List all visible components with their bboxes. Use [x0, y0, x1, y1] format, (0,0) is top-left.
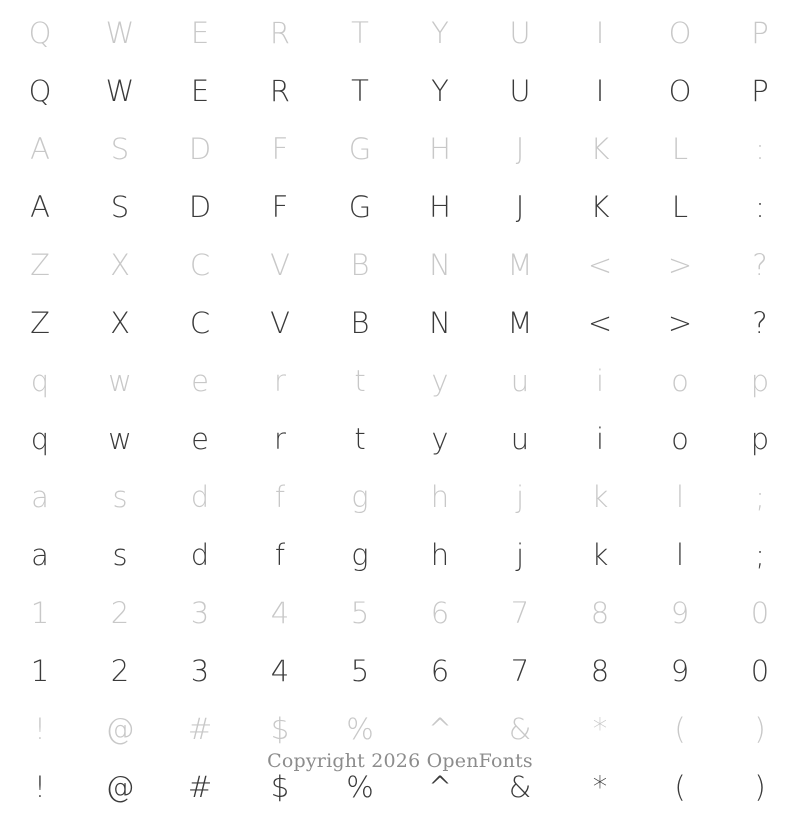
glyph-cell: u [510, 421, 530, 456]
glyph-cell: C [189, 305, 211, 340]
glyph-cell: r [274, 421, 286, 456]
glyph-row [0, 352, 800, 410]
glyph-cell: I [595, 73, 605, 108]
glyph-cell: i [595, 421, 605, 456]
glyph-cell: 5 [350, 595, 370, 630]
glyph-cell: ! [34, 769, 46, 804]
glyph-row [0, 4, 800, 62]
glyph-cell: > [667, 247, 693, 282]
glyph-cell: 1 [30, 653, 50, 688]
glyph-cell: G [348, 131, 372, 166]
glyph-cell: t [354, 421, 366, 456]
glyph-cell: & [508, 769, 532, 804]
glyph-cell: t [354, 363, 366, 398]
glyph-cell: H [429, 189, 451, 224]
glyph-cell: g [351, 537, 369, 572]
glyph-cell: s [112, 537, 128, 572]
glyph-cell: 9 [670, 595, 690, 630]
glyph-cell: ? [752, 305, 768, 340]
glyph-row [0, 642, 800, 700]
glyph-cell: Y [431, 15, 449, 50]
glyph-cell: U [509, 73, 531, 108]
glyph-cell: A [30, 131, 50, 166]
glyph-cell: G [348, 189, 372, 224]
glyph-cell: @ [105, 769, 135, 804]
glyph-cell: 5 [350, 653, 370, 688]
glyph-cell: 0 [750, 595, 770, 630]
glyph-cell: 8 [590, 653, 610, 688]
glyph-cell: 3 [190, 595, 210, 630]
glyph-cell: a [31, 479, 49, 514]
glyph-cell: 3 [190, 653, 210, 688]
glyph-cell: 7 [510, 653, 530, 688]
glyph-row [0, 468, 800, 526]
glyph-cell: o [671, 363, 689, 398]
glyph-cell: L [671, 189, 689, 224]
glyph-cell: $ [270, 711, 290, 746]
glyph-cell: I [595, 15, 605, 50]
glyph-cell: d [190, 479, 210, 514]
glyph-cell: ! [34, 711, 46, 746]
glyph-cell: u [510, 363, 530, 398]
glyph-cell: C [189, 247, 211, 282]
glyph-cell: e [191, 421, 209, 456]
glyph-cell: ) [754, 769, 766, 804]
glyph-cell: ? [752, 247, 768, 282]
glyph-cell: B [350, 305, 370, 340]
glyph-row [0, 526, 800, 584]
glyph-cell: A [30, 189, 50, 224]
glyph-cell: U [509, 15, 531, 50]
glyph-cell: V [270, 247, 290, 282]
glyph-cell: ; [755, 537, 765, 572]
glyph-cell: ^ [427, 711, 453, 746]
glyph-cell: p [750, 363, 770, 398]
glyph-cell: : [755, 189, 765, 224]
glyph-cell: O [668, 15, 692, 50]
glyph-cell: 4 [270, 595, 290, 630]
glyph-cell: ^ [427, 769, 453, 804]
glyph-cell: y [431, 363, 449, 398]
glyph-cell: T [351, 73, 369, 108]
glyph-cell: % [346, 769, 374, 804]
glyph-cell: i [595, 363, 605, 398]
glyph-row [0, 178, 800, 236]
glyph-cell: k [591, 537, 609, 572]
glyph-cell: D [188, 189, 212, 224]
glyph-cell: ( [674, 711, 686, 746]
glyph-cell: l [675, 537, 685, 572]
glyph-cell: f [274, 479, 286, 514]
glyph-cell: F [271, 189, 289, 224]
glyph-cell: S [110, 131, 130, 166]
glyph-cell: Q [28, 73, 52, 108]
glyph-cell: o [671, 421, 689, 456]
glyph-cell: O [668, 73, 692, 108]
glyph-cell: h [430, 537, 450, 572]
glyph-cell: 9 [670, 653, 690, 688]
glyph-cell: k [591, 479, 609, 514]
glyph-cell: 6 [430, 595, 450, 630]
glyph-cell: < [587, 247, 613, 282]
glyph-cell: j [515, 479, 525, 514]
glyph-row [0, 120, 800, 178]
glyph-cell: 1 [30, 595, 50, 630]
glyph-row [0, 62, 800, 120]
glyph-cell: h [430, 479, 450, 514]
glyph-cell: e [191, 363, 209, 398]
glyph-cell: * [592, 711, 608, 746]
glyph-cell: J [515, 131, 525, 166]
glyph-cell: & [508, 711, 532, 746]
glyph-cell: Q [28, 15, 52, 50]
glyph-cell: Y [431, 73, 449, 108]
glyph-cell: X [110, 305, 130, 340]
copyright-notice: Copyright 2026 OpenFonts [267, 750, 533, 772]
glyph-cell: y [431, 421, 449, 456]
glyph-cell: D [188, 131, 212, 166]
glyph-cell: X [110, 247, 130, 282]
glyph-cell: q [30, 421, 50, 456]
glyph-cell: w [108, 421, 132, 456]
glyph-row [0, 584, 800, 642]
glyph-cell: P [751, 15, 769, 50]
glyph-cell: K [590, 131, 610, 166]
glyph-cell: $ [270, 769, 290, 804]
glyph-cell: q [30, 363, 50, 398]
glyph-cell: E [190, 73, 210, 108]
glyph-cell: E [190, 15, 210, 50]
glyph-cell: d [190, 537, 210, 572]
glyph-cell: : [755, 131, 765, 166]
glyph-cell: Z [30, 305, 50, 340]
glyph-cell: j [515, 537, 525, 572]
glyph-cell: r [274, 363, 286, 398]
glyph-cell: W [105, 73, 135, 108]
glyph-cell: 4 [270, 653, 290, 688]
glyph-cell: w [108, 363, 132, 398]
glyph-row [0, 410, 800, 468]
glyph-cell: N [429, 305, 451, 340]
glyph-cell: K [590, 189, 610, 224]
glyph-cell: 2 [110, 653, 130, 688]
glyph-cell: M [507, 305, 533, 340]
glyph-cell: L [671, 131, 689, 166]
glyph-cell: % [346, 711, 374, 746]
glyph-row [0, 236, 800, 294]
glyph-cell: R [269, 15, 291, 50]
glyph-cell: ) [754, 711, 766, 746]
glyph-cell: S [110, 189, 130, 224]
glyph-cell: 2 [110, 595, 130, 630]
glyph-cell: N [429, 247, 451, 282]
glyph-cell: Z [30, 247, 50, 282]
glyph-cell: * [592, 769, 608, 804]
glyph-cell: V [270, 305, 290, 340]
glyph-cell: M [507, 247, 533, 282]
glyph-cell: > [667, 305, 693, 340]
glyph-cell: g [351, 479, 369, 514]
glyph-cell: T [351, 15, 369, 50]
glyph-cell: W [105, 15, 135, 50]
glyph-cell: H [429, 131, 451, 166]
glyph-cell: 8 [590, 595, 610, 630]
glyph-cell: < [587, 305, 613, 340]
glyph-cell: f [274, 537, 286, 572]
glyph-row [0, 294, 800, 352]
glyph-cell: J [515, 189, 525, 224]
glyph-cell: ( [674, 769, 686, 804]
glyph-cell: # [187, 711, 213, 746]
glyph-cell: P [751, 73, 769, 108]
glyph-cell: 6 [430, 653, 450, 688]
glyph-cell: p [750, 421, 770, 456]
glyph-cell: B [350, 247, 370, 282]
glyph-cell: s [112, 479, 128, 514]
glyph-cell: l [675, 479, 685, 514]
glyph-cell: ; [755, 479, 765, 514]
glyph-cell: R [269, 73, 291, 108]
glyph-cell: # [187, 769, 213, 804]
glyph-cell: a [31, 537, 49, 572]
glyph-cell: 7 [510, 595, 530, 630]
glyph-cell: @ [105, 711, 135, 746]
glyph-cell: 0 [750, 653, 770, 688]
glyph-cell: F [271, 131, 289, 166]
